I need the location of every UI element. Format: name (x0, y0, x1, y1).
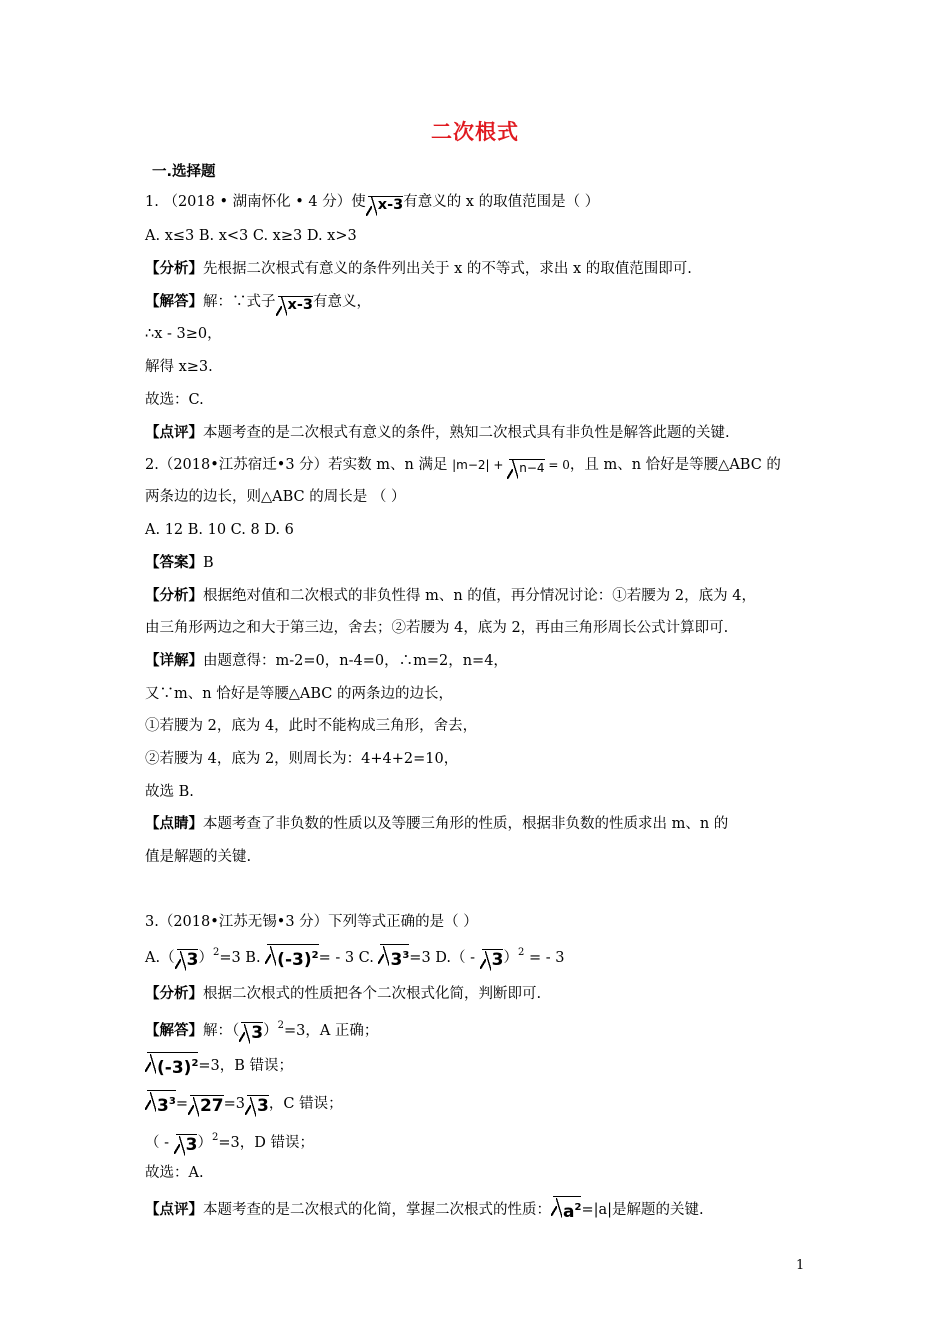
sqrt-expression: 3 (247, 1095, 269, 1117)
sqrt-expression: 3 (482, 949, 504, 971)
q3-options: A.（ 3）$^2$=3 B. $(-3)^2= - 3$ C. $3^3=3$ D.（ - 3）$^2$ = - 3 (145, 943, 564, 971)
q1-stem: 1. （2018 • 湖南怀化 • 4 分）使 x-3有意义的 x 的取值范围是（ ） (145, 194, 600, 213)
q3-choice: 故选：A. (145, 1165, 204, 1181)
sqrt-expression: $(-3)^2$ (147, 1052, 198, 1079)
q2-comment-2: 值是解题的关键. (145, 849, 252, 865)
sqrt-expression: x-3 (368, 196, 403, 214)
sqrt-expression: 3 (177, 949, 199, 971)
sqrt-expression: n−4 (509, 459, 544, 477)
q2-analysis-2: 由三角形两边之和大于第三边，舍去；②若腰为 4，底为 2，再由三角形周长公式计算即可. (145, 620, 729, 636)
sqrt-expression: $(-3)^2$ (267, 944, 318, 971)
q2-detail-1: 【详解】由题意得：m-2=0，n-4=0，∴m=2，n=4， (145, 652, 508, 669)
q1-step2: 解得 x≥3. (145, 359, 213, 375)
sqrt-expression: 3 (241, 1022, 263, 1044)
q2-detail-2: 又∵m、n 恰好是等腰△ABC 的两条边的边长， (145, 686, 453, 702)
q3-solution-4: （ - 3）$^2$=3，D 错误； (145, 1132, 314, 1155)
sqrt-expression: $3^3$ (147, 1090, 176, 1117)
q2-comment-1: 【点睛】本题考查了非负数的性质以及等腰三角形的性质，根据非负数的性质求出 m、n 的 (145, 815, 729, 832)
q1-comment: 【点评】本题考查的是二次根式有意义的条件，熟知二次根式具有非负性是解答此题的关键. (145, 424, 730, 441)
q2-analysis-1: 【分析】根据绝对值和二次根式的非负性得 m、n 的值，再分情况讨论：①若腰为 2，底为 4， (145, 587, 756, 604)
q3-solution-3: $3^3= 27=3$ 3，C 错误； (145, 1090, 343, 1117)
section-heading: 一.选择题 (152, 164, 216, 180)
q2-detail-3: ①若腰为 2，底为 4，此时不能构成三角形，舍去， (145, 718, 478, 734)
page-number: 1 (796, 1258, 805, 1273)
sqrt-expression: 27 (190, 1095, 224, 1117)
q2-stem-line2: 两条边的边长，则△ABC 的周长是 （ ） (145, 489, 406, 505)
q3-solution-2: $(-3)^2=3$，B 错误； (145, 1052, 293, 1079)
q1-options: A. x≤3 B. x<3 C. x≥3 D. x>3 (145, 228, 357, 244)
q3-solution-1: 【解答】解：（ 3）$^2$=3，A 正确； (145, 1020, 379, 1043)
q1-analysis: 【分析】先根据二次根式有意义的条件列出关于 x 的不等式，求出 x 的取值范围即可. (145, 260, 692, 277)
q1-solution: 【解答】解：∵式子 x-3有意义， (145, 293, 371, 313)
q2-detail-4: ②若腰为 4，底为 2，则周长为：4+4+2=10， (145, 751, 459, 767)
q2-stem: 2.（2018•江苏宿迁•3 分）若实数 m、n 满足 |m−2| + n−4 = 0，且 m、n 恰好是等腰△ABC 的 (145, 457, 781, 475)
q3-stem: 3.（2018•江苏无锡•3 分）下列等式正确的是（ ） (145, 914, 478, 930)
q2-answer: 【答案】B (145, 554, 214, 571)
q3-comment: 【点评】本题考查的是二次根式的化简，掌握二次根式的性质： $a^2=|a|$是解题的关键. (145, 1196, 704, 1223)
sqrt-expression: $3^3$ (380, 944, 409, 971)
q2-choice: 故选 B. (145, 784, 194, 800)
q3-analysis: 【分析】根据二次根式的性质把各个二次根式化简，判断即可. (145, 985, 542, 1002)
sqrt-expression: 3 (176, 1134, 198, 1156)
q1-choice: 故选：C. (145, 392, 204, 408)
sqrt-expression: x-3 (278, 296, 313, 314)
sqrt-expression: $a^2$ (553, 1196, 581, 1223)
q1-step1: ∴x - 3≥0， (145, 326, 222, 342)
q2-options: A. 12 B. 10 C. 8 D. 6 (145, 522, 294, 538)
page-title: 二次根式 (431, 120, 519, 144)
